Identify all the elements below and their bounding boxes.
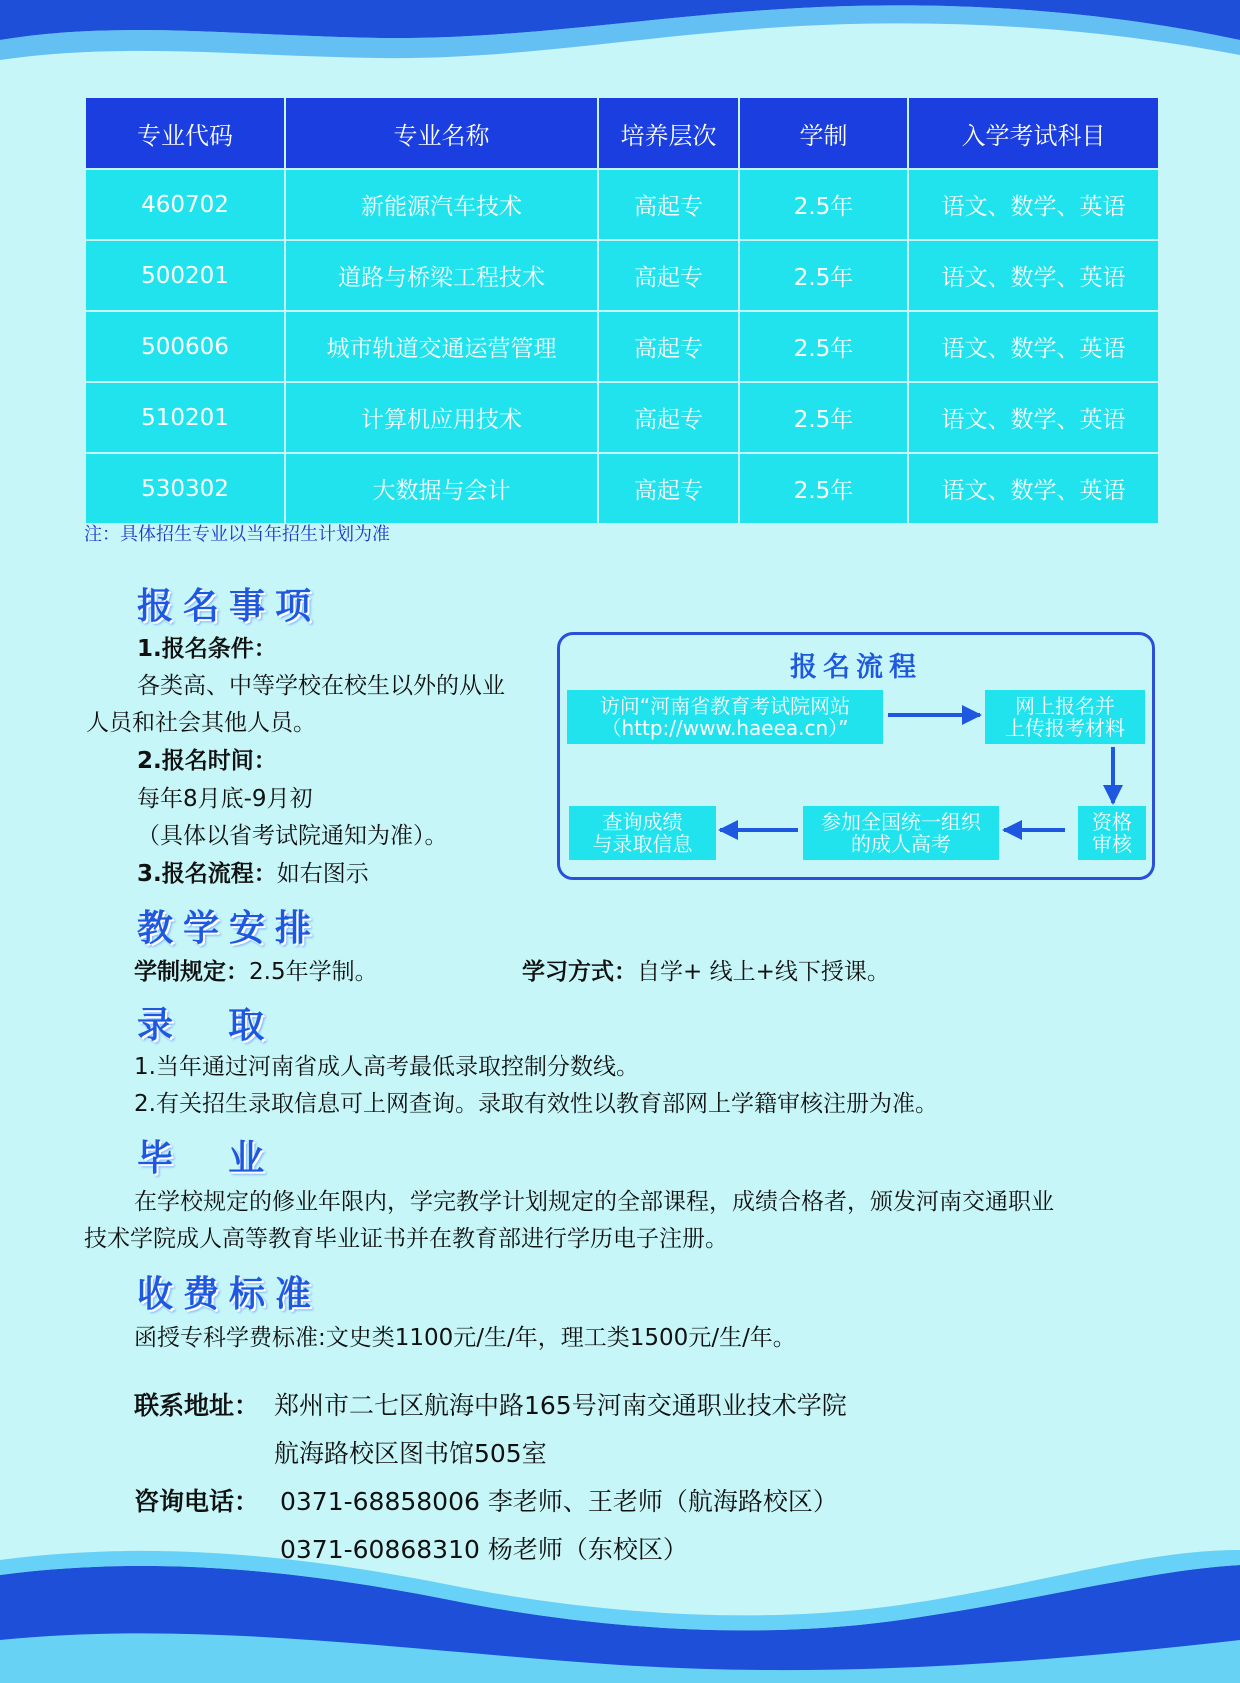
- flow-step-text: 查询成绩: [602, 810, 683, 834]
- flow-step-text: 上传报考材料: [1005, 716, 1125, 740]
- registration-condition-label: 1.报名条件：: [137, 636, 277, 662]
- cell-name: 城市轨道交通运营管理: [285, 311, 598, 382]
- flow-title: 报名流程: [790, 652, 922, 683]
- cell-code: 510201: [85, 382, 285, 453]
- fees-title: 收费标准: [137, 1273, 322, 1315]
- flow-step-text: 的成人高考: [851, 832, 951, 856]
- table-row: [85, 240, 1159, 311]
- cell-code: 500201: [85, 240, 285, 311]
- cell-subjects: 语文、数学、英语: [908, 240, 1159, 311]
- registration-time-line1: 每年8月底-9月初: [137, 786, 313, 812]
- table-note: 注：具体招生专业以当年招生计划为准: [84, 524, 390, 545]
- cell-name: 大数据与会计: [285, 453, 598, 524]
- flow-step-text: 与录取信息: [592, 832, 693, 856]
- flow-step-national-exam: [803, 806, 999, 860]
- table-row: [85, 382, 1159, 453]
- registration-condition-line1: 各类高、中等学校在校生以外的从业: [137, 673, 505, 699]
- cell-subjects: 语文、数学、英语: [908, 311, 1159, 382]
- flow-step-text: 审核: [1092, 832, 1132, 856]
- admission-title: 录 取: [137, 1004, 275, 1046]
- contact-phone-line1: 0371-68858006 李老师、王老师（航海路校区）: [280, 1487, 838, 1516]
- cell-code: 460702: [85, 169, 285, 240]
- teaching-duration-text: 2.5年学制。: [249, 959, 378, 985]
- cell-level: 高起专: [598, 169, 739, 240]
- header-exam-subjects: 入学考试科目: [908, 97, 1159, 169]
- flow-step-qualification-review: [1078, 806, 1146, 860]
- registration-time-line2: （具体以省考试院通知为准）。: [137, 823, 448, 849]
- cell-code: 530302: [85, 453, 285, 524]
- cell-duration: 2.5年: [739, 382, 908, 453]
- fees-text: 函授专科学费标准:文史类1100元/生/年，理工类1500元/生/年。: [134, 1325, 796, 1351]
- contact-address-line2: 航海路校区图书馆505室: [274, 1439, 547, 1468]
- flow-step-text: （http://www.haeea.cn）”: [601, 716, 849, 740]
- flow-step-text: 参加全国统一组织: [821, 810, 981, 834]
- cell-subjects: 语文、数学、英语: [908, 169, 1159, 240]
- teaching-duration-label: 学制规定：: [134, 959, 249, 985]
- cell-code: 500606: [85, 311, 285, 382]
- table-row: [85, 453, 1159, 524]
- registration-process-text: 如右图示: [276, 861, 369, 887]
- cell-subjects: 语文、数学、英语: [908, 453, 1159, 524]
- graduation-line2: 技术学院成人高等教育毕业证书并在教育部进行学历电子注册。: [84, 1226, 728, 1252]
- header-level: 培养层次: [598, 97, 739, 169]
- cell-level: 高起专: [598, 240, 739, 311]
- graduation-line1: 在学校规定的修业年限内，学完教学计划规定的全部课程，成绩合格者，颁发河南交通职业: [134, 1189, 1054, 1215]
- registration-process: [137, 855, 369, 888]
- table-header-row: [85, 97, 1159, 169]
- registration-flow-diagram: [557, 632, 1155, 880]
- contact-address-line1: 郑州市二七区航海中路165号河南交通职业技术学院: [274, 1391, 847, 1420]
- admission-line1: 1.当年通过河南省成人高考最低录取控制分数线。: [134, 1054, 639, 1080]
- teaching-mode-text: 自学+ 线上+线下授课。: [637, 959, 890, 985]
- table-row: [85, 311, 1159, 382]
- teaching-mode: [522, 953, 890, 986]
- header-code: 专业代码: [85, 97, 285, 169]
- cell-subjects: 语文、数学、英语: [908, 382, 1159, 453]
- registration-title: 报名事项: [137, 585, 322, 627]
- cell-duration: 2.5年: [739, 311, 908, 382]
- teaching-duration: [134, 953, 378, 986]
- contact-address-label: 联系地址：: [134, 1391, 260, 1420]
- cell-level: 高起专: [598, 382, 739, 453]
- cell-level: 高起专: [598, 311, 739, 382]
- contact-phone-line2: 0371-60868310 杨老师（东校区）: [280, 1535, 688, 1564]
- contact-phone-label: 咨询电话：: [134, 1487, 260, 1516]
- flow-step-query-results: [569, 806, 716, 860]
- flow-step-online-register: [985, 690, 1145, 744]
- flow-step-text: 资格: [1092, 810, 1132, 834]
- cell-level: 高起专: [598, 453, 739, 524]
- registration-time-label: 2.报名时间：: [137, 748, 277, 774]
- registration-condition-line2: 人员和社会其他人员。: [86, 710, 316, 736]
- graduation-title: 毕 业: [137, 1137, 275, 1179]
- teaching-title: 教学安排: [137, 907, 322, 949]
- cell-duration: 2.5年: [739, 169, 908, 240]
- header-name: 专业名称: [285, 97, 598, 169]
- teaching-mode-label: 学习方式：: [522, 959, 637, 985]
- header-duration: 学制: [739, 97, 908, 169]
- cell-name: 道路与桥梁工程技术: [285, 240, 598, 311]
- cell-duration: 2.5年: [739, 453, 908, 524]
- cell-duration: 2.5年: [739, 240, 908, 311]
- registration-process-label: 3.报名流程：: [137, 861, 277, 887]
- admission-line2: 2.有关招生录取信息可上网查询。录取有效性以教育部网上学籍审核注册为准。: [134, 1091, 938, 1117]
- flow-step-text: 访问“河南省教育考试院网站: [599, 694, 851, 718]
- cell-name: 新能源汽车技术: [285, 169, 598, 240]
- table-row: [85, 169, 1159, 240]
- majors-table: [84, 96, 1160, 525]
- flow-step-text: 网上报名并: [1015, 694, 1115, 718]
- cell-name: 计算机应用技术: [285, 382, 598, 453]
- flow-step-visit-website: [567, 690, 883, 744]
